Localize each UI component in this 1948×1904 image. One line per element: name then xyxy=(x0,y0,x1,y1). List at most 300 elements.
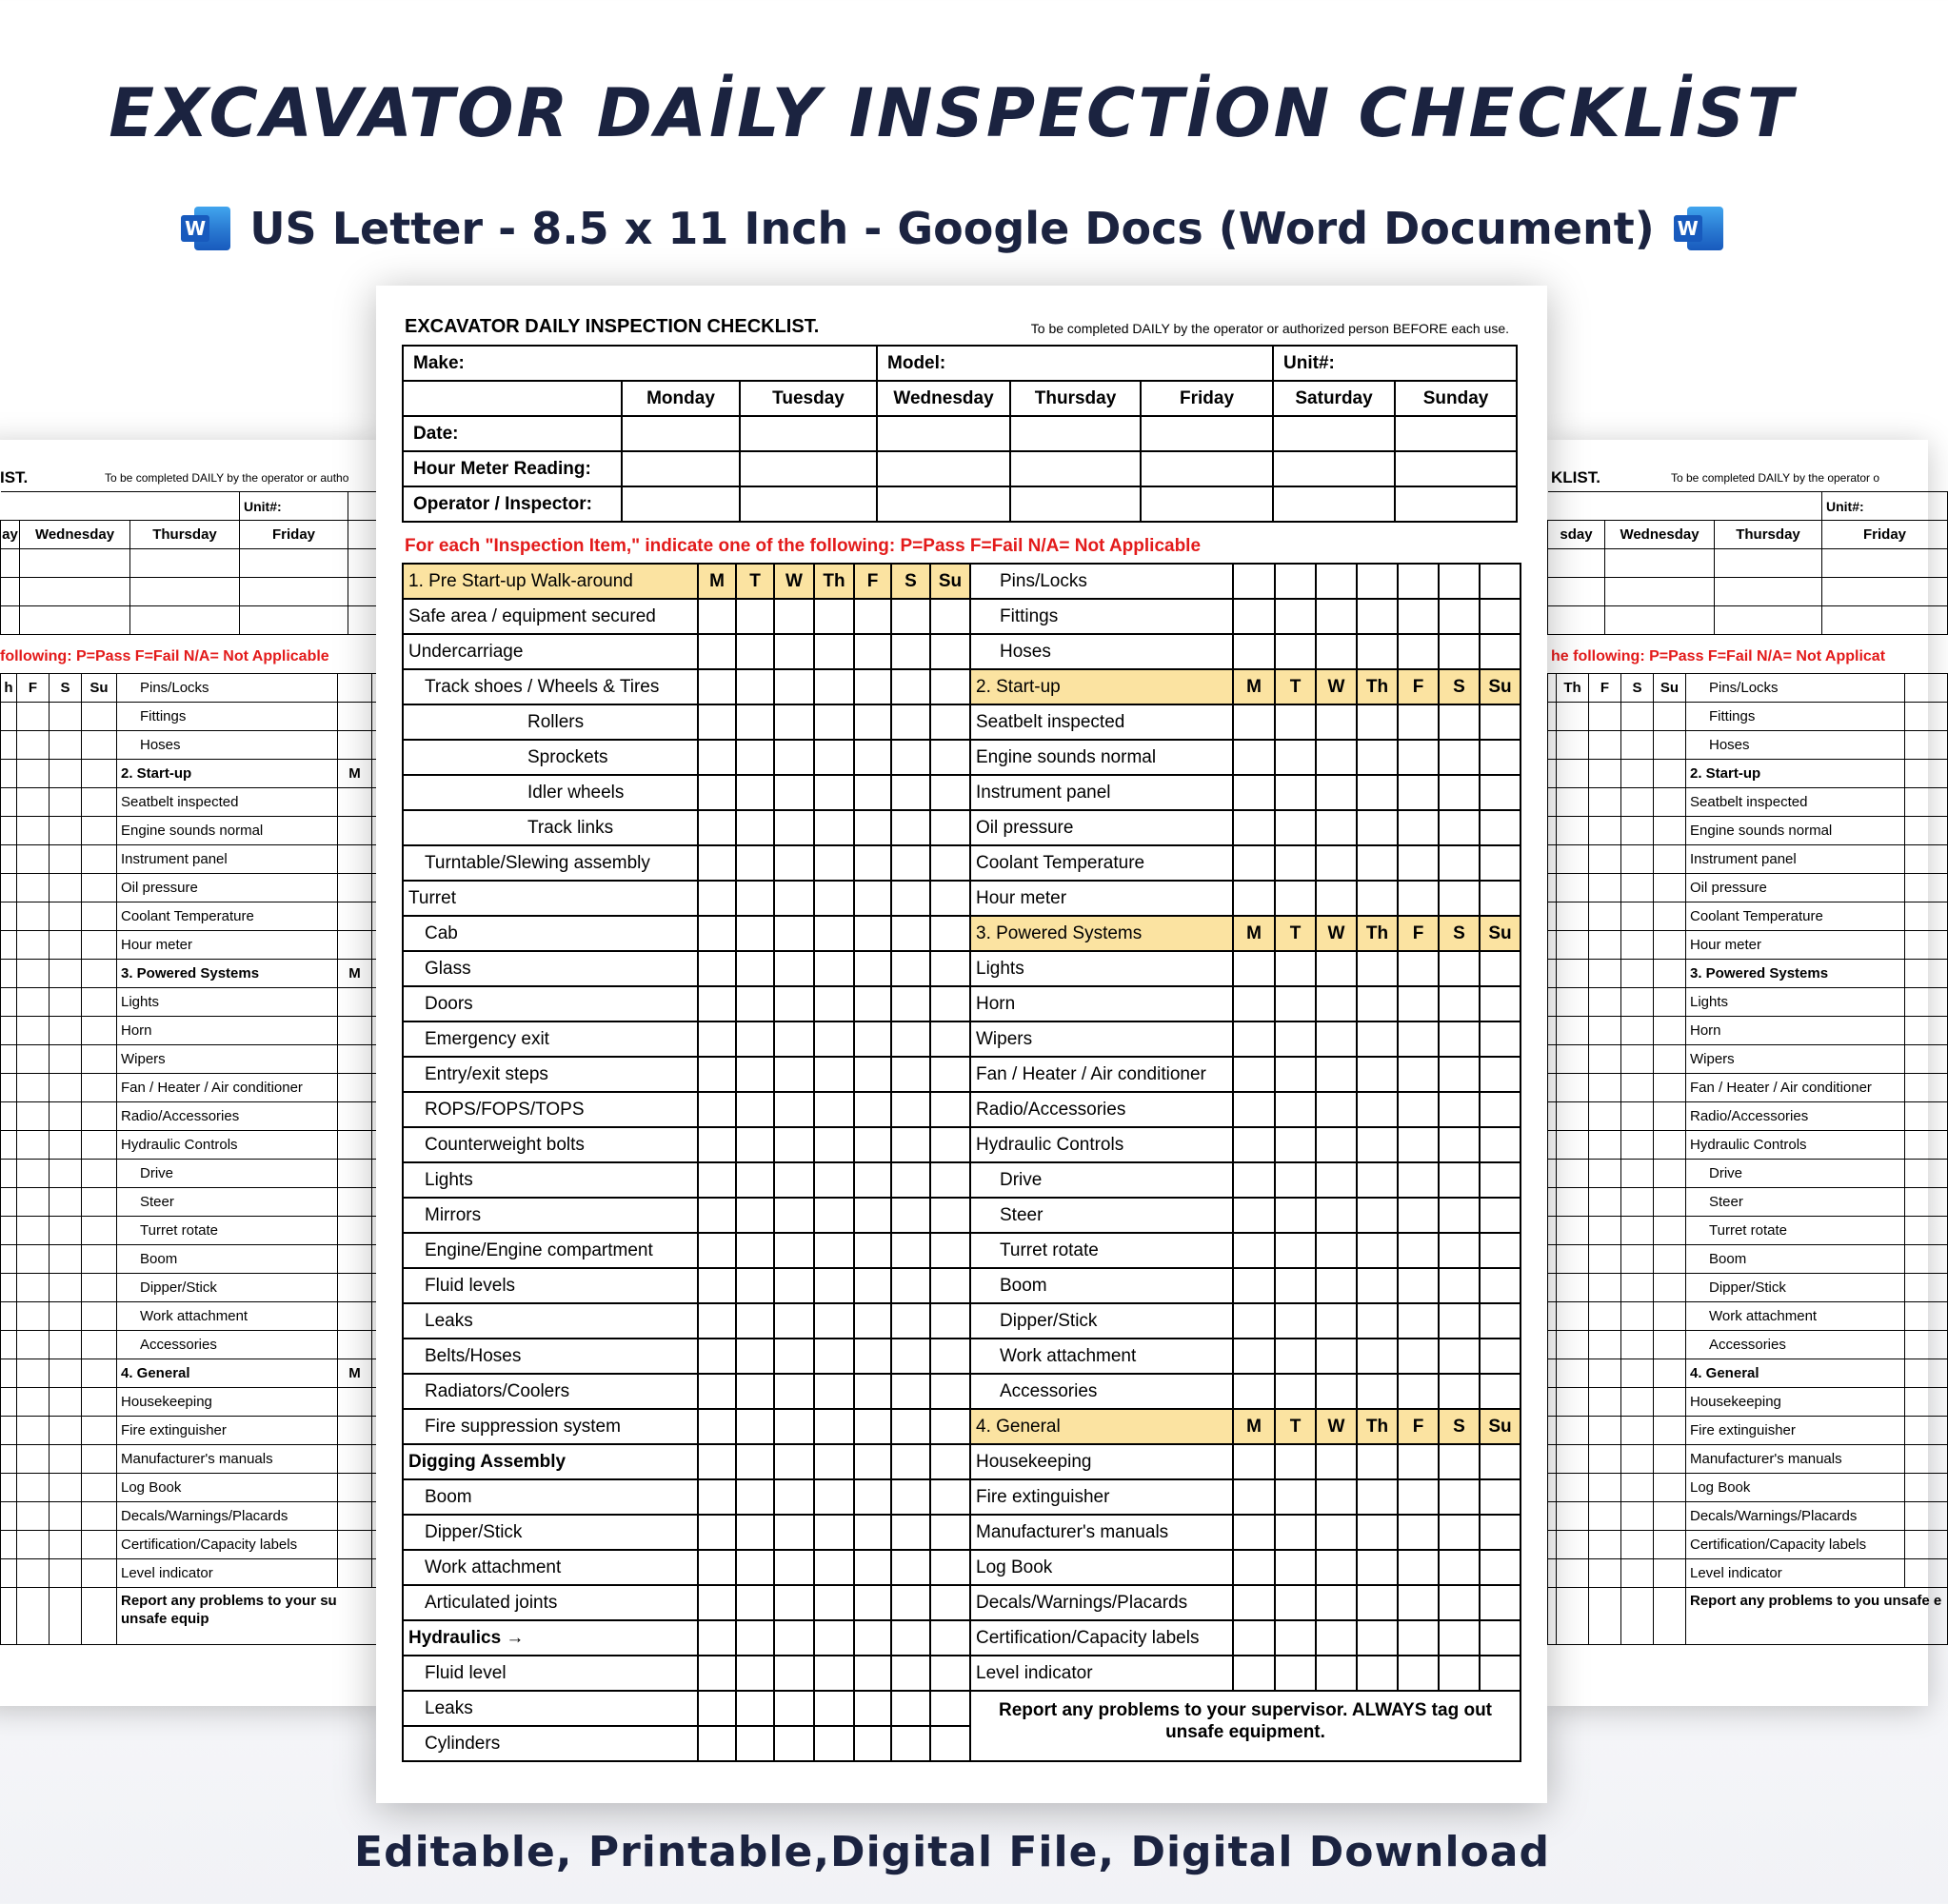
check-cell[interactable] xyxy=(1275,1374,1316,1409)
check-cell[interactable] xyxy=(1357,1268,1398,1303)
check-cell[interactable] xyxy=(891,1233,930,1268)
check-cell[interactable] xyxy=(1439,986,1480,1021)
check-cell[interactable] xyxy=(1233,1444,1275,1479)
check-cell[interactable] xyxy=(1233,1374,1275,1409)
check-cell[interactable] xyxy=(1316,599,1357,634)
check-cell[interactable] xyxy=(698,1233,736,1268)
check-cell[interactable] xyxy=(1233,1656,1275,1691)
check-cell[interactable] xyxy=(854,1057,891,1092)
check-cell[interactable] xyxy=(854,810,891,845)
check-cell[interactable] xyxy=(930,634,970,669)
check-cell[interactable] xyxy=(814,1550,854,1585)
check-cell[interactable] xyxy=(1316,986,1357,1021)
check-cell[interactable] xyxy=(1275,1021,1316,1057)
check-cell[interactable] xyxy=(1316,881,1357,916)
check-cell[interactable] xyxy=(1480,704,1521,740)
check-cell[interactable] xyxy=(891,810,930,845)
check-cell[interactable] xyxy=(1357,1303,1398,1339)
check-cell[interactable] xyxy=(1357,1515,1398,1550)
check-cell[interactable] xyxy=(891,1479,930,1515)
check-cell[interactable] xyxy=(891,986,930,1021)
check-cell[interactable] xyxy=(814,1656,854,1691)
check-cell[interactable] xyxy=(1480,1021,1521,1057)
check-cell[interactable] xyxy=(774,810,814,845)
check-cell[interactable] xyxy=(854,1409,891,1444)
check-cell[interactable] xyxy=(1316,1268,1357,1303)
check-cell[interactable] xyxy=(854,951,891,986)
check-cell[interactable] xyxy=(1357,1656,1398,1691)
check-cell[interactable] xyxy=(698,1656,736,1691)
check-cell[interactable] xyxy=(1357,986,1398,1021)
check-cell[interactable] xyxy=(1275,1268,1316,1303)
check-cell[interactable] xyxy=(891,845,930,881)
check-cell[interactable] xyxy=(736,634,774,669)
check-cell[interactable] xyxy=(854,775,891,810)
check-cell[interactable] xyxy=(814,634,854,669)
check-cell[interactable] xyxy=(891,951,930,986)
check-cell[interactable] xyxy=(1480,1479,1521,1515)
entry-cell[interactable] xyxy=(622,416,740,451)
check-cell[interactable] xyxy=(854,845,891,881)
entry-cell[interactable] xyxy=(1141,416,1273,451)
check-cell[interactable] xyxy=(891,775,930,810)
check-cell[interactable] xyxy=(1233,704,1275,740)
check-cell[interactable] xyxy=(891,881,930,916)
check-cell[interactable] xyxy=(1357,1374,1398,1409)
entry-cell[interactable] xyxy=(1141,486,1273,522)
check-cell[interactable] xyxy=(1316,1620,1357,1656)
check-cell[interactable] xyxy=(698,704,736,740)
check-cell[interactable] xyxy=(1480,599,1521,634)
check-cell[interactable] xyxy=(1316,1303,1357,1339)
check-cell[interactable] xyxy=(698,634,736,669)
check-cell[interactable] xyxy=(854,704,891,740)
check-cell[interactable] xyxy=(1398,1444,1439,1479)
check-cell[interactable] xyxy=(1398,1585,1439,1620)
check-cell[interactable] xyxy=(736,704,774,740)
check-cell[interactable] xyxy=(774,1021,814,1057)
check-cell[interactable] xyxy=(736,1233,774,1268)
check-cell[interactable] xyxy=(1357,881,1398,916)
check-cell[interactable] xyxy=(1233,1127,1275,1162)
check-cell[interactable] xyxy=(930,1656,970,1691)
check-cell[interactable] xyxy=(1398,740,1439,775)
check-cell[interactable] xyxy=(1275,1339,1316,1374)
check-cell[interactable] xyxy=(854,986,891,1021)
check-cell[interactable] xyxy=(736,740,774,775)
check-cell[interactable] xyxy=(774,1092,814,1127)
check-cell[interactable] xyxy=(1233,845,1275,881)
check-cell[interactable] xyxy=(774,1620,814,1656)
entry-cell[interactable] xyxy=(1273,486,1395,522)
check-cell[interactable] xyxy=(1398,1057,1439,1092)
check-cell[interactable] xyxy=(1398,1374,1439,1409)
check-cell[interactable] xyxy=(1233,1303,1275,1339)
check-cell[interactable] xyxy=(930,881,970,916)
check-cell[interactable] xyxy=(774,1303,814,1339)
check-cell[interactable] xyxy=(1357,634,1398,669)
check-cell[interactable] xyxy=(854,1691,891,1726)
check-cell[interactable] xyxy=(1398,634,1439,669)
check-cell[interactable] xyxy=(1275,1303,1316,1339)
check-cell[interactable] xyxy=(891,916,930,951)
check-cell[interactable] xyxy=(736,1444,774,1479)
check-cell[interactable] xyxy=(814,1092,854,1127)
check-cell[interactable] xyxy=(1398,1550,1439,1585)
check-cell[interactable] xyxy=(1480,775,1521,810)
check-cell[interactable] xyxy=(930,1374,970,1409)
check-cell[interactable] xyxy=(1398,845,1439,881)
check-cell[interactable] xyxy=(930,916,970,951)
check-cell[interactable] xyxy=(814,740,854,775)
check-cell[interactable] xyxy=(1398,986,1439,1021)
check-cell[interactable] xyxy=(854,669,891,704)
check-cell[interactable] xyxy=(854,1656,891,1691)
check-cell[interactable] xyxy=(1357,810,1398,845)
check-cell[interactable] xyxy=(1480,951,1521,986)
check-cell[interactable] xyxy=(1439,1092,1480,1127)
check-cell[interactable] xyxy=(1439,634,1480,669)
entry-cell[interactable] xyxy=(1395,416,1517,451)
check-cell[interactable] xyxy=(1398,1656,1439,1691)
unit-field[interactable] xyxy=(1273,346,1517,381)
check-cell[interactable] xyxy=(1357,1479,1398,1515)
check-cell[interactable] xyxy=(698,1092,736,1127)
check-cell[interactable] xyxy=(1357,1057,1398,1092)
check-cell[interactable] xyxy=(1439,1127,1480,1162)
check-cell[interactable] xyxy=(1357,599,1398,634)
check-cell[interactable] xyxy=(1439,1479,1480,1515)
check-cell[interactable] xyxy=(774,704,814,740)
check-cell[interactable] xyxy=(891,1198,930,1233)
check-cell[interactable] xyxy=(854,881,891,916)
check-cell[interactable] xyxy=(1357,740,1398,775)
check-cell[interactable] xyxy=(1398,1233,1439,1268)
check-cell[interactable] xyxy=(1316,1021,1357,1057)
check-cell[interactable] xyxy=(1357,1550,1398,1585)
check-cell[interactable] xyxy=(698,1339,736,1374)
check-cell[interactable] xyxy=(1439,1515,1480,1550)
check-cell[interactable] xyxy=(736,1374,774,1409)
check-cell[interactable] xyxy=(774,1726,814,1761)
check-cell[interactable] xyxy=(1275,1198,1316,1233)
check-cell[interactable] xyxy=(1480,1127,1521,1162)
check-cell[interactable] xyxy=(930,951,970,986)
check-cell[interactable] xyxy=(1316,951,1357,986)
check-cell[interactable] xyxy=(854,1303,891,1339)
check-cell[interactable] xyxy=(854,1444,891,1479)
check-cell[interactable] xyxy=(930,1585,970,1620)
check-cell[interactable] xyxy=(1439,1550,1480,1585)
check-cell[interactable] xyxy=(1439,1198,1480,1233)
entry-cell[interactable] xyxy=(1010,486,1141,522)
check-cell[interactable] xyxy=(930,986,970,1021)
check-cell[interactable] xyxy=(774,1198,814,1233)
check-cell[interactable] xyxy=(1439,810,1480,845)
check-cell[interactable] xyxy=(1316,845,1357,881)
check-cell[interactable] xyxy=(736,775,774,810)
check-cell[interactable] xyxy=(1233,1162,1275,1198)
check-cell[interactable] xyxy=(1316,1374,1357,1409)
check-cell[interactable] xyxy=(1480,1550,1521,1585)
check-cell[interactable] xyxy=(736,1726,774,1761)
check-cell[interactable] xyxy=(1480,986,1521,1021)
check-cell[interactable] xyxy=(1398,775,1439,810)
check-cell[interactable] xyxy=(1233,1479,1275,1515)
check-cell[interactable] xyxy=(1480,1339,1521,1374)
check-cell[interactable] xyxy=(1357,1585,1398,1620)
check-cell[interactable] xyxy=(774,1479,814,1515)
check-cell[interactable] xyxy=(1275,1620,1316,1656)
check-cell[interactable] xyxy=(736,1268,774,1303)
check-cell[interactable] xyxy=(891,599,930,634)
check-cell[interactable] xyxy=(1480,740,1521,775)
check-cell[interactable] xyxy=(1233,1550,1275,1585)
check-cell[interactable] xyxy=(891,740,930,775)
check-cell[interactable] xyxy=(1316,564,1357,599)
check-cell[interactable] xyxy=(930,1303,970,1339)
check-cell[interactable] xyxy=(814,1585,854,1620)
check-cell[interactable] xyxy=(774,1444,814,1479)
check-cell[interactable] xyxy=(698,1021,736,1057)
check-cell[interactable] xyxy=(1439,599,1480,634)
check-cell[interactable] xyxy=(1439,775,1480,810)
check-cell[interactable] xyxy=(930,775,970,810)
check-cell[interactable] xyxy=(1233,1021,1275,1057)
check-cell[interactable] xyxy=(891,669,930,704)
check-cell[interactable] xyxy=(774,1585,814,1620)
check-cell[interactable] xyxy=(854,1268,891,1303)
check-cell[interactable] xyxy=(930,1339,970,1374)
check-cell[interactable] xyxy=(698,1303,736,1339)
check-cell[interactable] xyxy=(1316,1550,1357,1585)
check-cell[interactable] xyxy=(736,1550,774,1585)
check-cell[interactable] xyxy=(891,1656,930,1691)
check-cell[interactable] xyxy=(1439,704,1480,740)
check-cell[interactable] xyxy=(1357,1339,1398,1374)
check-cell[interactable] xyxy=(774,634,814,669)
check-cell[interactable] xyxy=(1398,599,1439,634)
check-cell[interactable] xyxy=(930,1057,970,1092)
check-cell[interactable] xyxy=(854,1233,891,1268)
check-cell[interactable] xyxy=(1275,1233,1316,1268)
check-cell[interactable] xyxy=(774,599,814,634)
check-cell[interactable] xyxy=(1357,951,1398,986)
entry-cell[interactable] xyxy=(877,486,1010,522)
check-cell[interactable] xyxy=(1439,1233,1480,1268)
check-cell[interactable] xyxy=(854,1162,891,1198)
check-cell[interactable] xyxy=(1275,1162,1316,1198)
check-cell[interactable] xyxy=(698,1726,736,1761)
check-cell[interactable] xyxy=(698,1515,736,1550)
check-cell[interactable] xyxy=(891,1021,930,1057)
check-cell[interactable] xyxy=(736,1127,774,1162)
check-cell[interactable] xyxy=(774,1515,814,1550)
check-cell[interactable] xyxy=(774,1374,814,1409)
check-cell[interactable] xyxy=(1480,634,1521,669)
check-cell[interactable] xyxy=(1275,740,1316,775)
check-cell[interactable] xyxy=(1275,1479,1316,1515)
check-cell[interactable] xyxy=(930,704,970,740)
check-cell[interactable] xyxy=(774,1691,814,1726)
check-cell[interactable] xyxy=(1480,1585,1521,1620)
check-cell[interactable] xyxy=(854,1515,891,1550)
check-cell[interactable] xyxy=(814,1726,854,1761)
check-cell[interactable] xyxy=(854,1127,891,1162)
check-cell[interactable] xyxy=(1275,1057,1316,1092)
check-cell[interactable] xyxy=(814,1409,854,1444)
check-cell[interactable] xyxy=(1439,1162,1480,1198)
check-cell[interactable] xyxy=(1316,740,1357,775)
check-cell[interactable] xyxy=(891,1268,930,1303)
check-cell[interactable] xyxy=(774,1339,814,1374)
check-cell[interactable] xyxy=(1316,1479,1357,1515)
check-cell[interactable] xyxy=(774,669,814,704)
check-cell[interactable] xyxy=(1316,810,1357,845)
check-cell[interactable] xyxy=(774,740,814,775)
check-cell[interactable] xyxy=(1233,634,1275,669)
check-cell[interactable] xyxy=(1233,775,1275,810)
check-cell[interactable] xyxy=(1357,1021,1398,1057)
entry-cell[interactable] xyxy=(1010,451,1141,486)
check-cell[interactable] xyxy=(1275,1656,1316,1691)
check-cell[interactable] xyxy=(1233,810,1275,845)
check-cell[interactable] xyxy=(1398,1620,1439,1656)
check-cell[interactable] xyxy=(930,1268,970,1303)
check-cell[interactable] xyxy=(930,810,970,845)
check-cell[interactable] xyxy=(891,1409,930,1444)
check-cell[interactable] xyxy=(774,986,814,1021)
check-cell[interactable] xyxy=(1439,1620,1480,1656)
check-cell[interactable] xyxy=(930,1127,970,1162)
check-cell[interactable] xyxy=(774,1409,814,1444)
check-cell[interactable] xyxy=(736,1021,774,1057)
check-cell[interactable] xyxy=(1233,986,1275,1021)
check-cell[interactable] xyxy=(736,1057,774,1092)
check-cell[interactable] xyxy=(1439,1268,1480,1303)
check-cell[interactable] xyxy=(1480,1656,1521,1691)
entry-cell[interactable] xyxy=(877,416,1010,451)
check-cell[interactable] xyxy=(774,916,814,951)
check-cell[interactable] xyxy=(1233,1233,1275,1268)
entry-cell[interactable] xyxy=(1395,486,1517,522)
check-cell[interactable] xyxy=(1480,1444,1521,1479)
check-cell[interactable] xyxy=(1233,1339,1275,1374)
check-cell[interactable] xyxy=(736,599,774,634)
check-cell[interactable] xyxy=(698,1127,736,1162)
check-cell[interactable] xyxy=(1480,1092,1521,1127)
check-cell[interactable] xyxy=(1357,1444,1398,1479)
check-cell[interactable] xyxy=(854,1479,891,1515)
check-cell[interactable] xyxy=(774,1233,814,1268)
check-cell[interactable] xyxy=(698,881,736,916)
check-cell[interactable] xyxy=(736,1620,774,1656)
check-cell[interactable] xyxy=(736,916,774,951)
check-cell[interactable] xyxy=(814,1515,854,1550)
check-cell[interactable] xyxy=(698,1057,736,1092)
check-cell[interactable] xyxy=(698,916,736,951)
check-cell[interactable] xyxy=(736,986,774,1021)
check-cell[interactable] xyxy=(736,669,774,704)
entry-cell[interactable] xyxy=(622,451,740,486)
check-cell[interactable] xyxy=(1233,564,1275,599)
check-cell[interactable] xyxy=(774,881,814,916)
check-cell[interactable] xyxy=(774,775,814,810)
check-cell[interactable] xyxy=(814,1444,854,1479)
check-cell[interactable] xyxy=(891,1585,930,1620)
check-cell[interactable] xyxy=(814,1339,854,1374)
check-cell[interactable] xyxy=(1398,881,1439,916)
check-cell[interactable] xyxy=(1357,1127,1398,1162)
check-cell[interactable] xyxy=(930,1198,970,1233)
check-cell[interactable] xyxy=(1398,1127,1439,1162)
check-cell[interactable] xyxy=(854,1021,891,1057)
check-cell[interactable] xyxy=(1357,1233,1398,1268)
check-cell[interactable] xyxy=(814,599,854,634)
check-cell[interactable] xyxy=(930,845,970,881)
check-cell[interactable] xyxy=(1480,1374,1521,1409)
check-cell[interactable] xyxy=(1357,564,1398,599)
check-cell[interactable] xyxy=(698,775,736,810)
check-cell[interactable] xyxy=(698,1409,736,1444)
check-cell[interactable] xyxy=(1275,1585,1316,1620)
check-cell[interactable] xyxy=(774,1057,814,1092)
check-cell[interactable] xyxy=(1275,986,1316,1021)
check-cell[interactable] xyxy=(1316,1585,1357,1620)
check-cell[interactable] xyxy=(1480,845,1521,881)
check-cell[interactable] xyxy=(814,775,854,810)
check-cell[interactable] xyxy=(698,1198,736,1233)
check-cell[interactable] xyxy=(1233,1092,1275,1127)
check-cell[interactable] xyxy=(930,1479,970,1515)
check-cell[interactable] xyxy=(891,1691,930,1726)
check-cell[interactable] xyxy=(736,845,774,881)
check-cell[interactable] xyxy=(1233,1515,1275,1550)
check-cell[interactable] xyxy=(930,1550,970,1585)
check-cell[interactable] xyxy=(1439,1374,1480,1409)
check-cell[interactable] xyxy=(1275,951,1316,986)
check-cell[interactable] xyxy=(930,1021,970,1057)
check-cell[interactable] xyxy=(698,1585,736,1620)
check-cell[interactable] xyxy=(698,1374,736,1409)
entry-cell[interactable] xyxy=(622,486,740,522)
check-cell[interactable] xyxy=(736,1092,774,1127)
check-cell[interactable] xyxy=(774,951,814,986)
check-cell[interactable] xyxy=(1275,634,1316,669)
check-cell[interactable] xyxy=(698,1550,736,1585)
check-cell[interactable] xyxy=(814,810,854,845)
check-cell[interactable] xyxy=(814,1691,854,1726)
check-cell[interactable] xyxy=(1480,1515,1521,1550)
check-cell[interactable] xyxy=(814,704,854,740)
check-cell[interactable] xyxy=(1316,1339,1357,1374)
check-cell[interactable] xyxy=(814,1620,854,1656)
entry-cell[interactable] xyxy=(877,451,1010,486)
check-cell[interactable] xyxy=(1316,634,1357,669)
check-cell[interactable] xyxy=(1398,564,1439,599)
model-field[interactable] xyxy=(877,346,1273,381)
check-cell[interactable] xyxy=(891,1550,930,1585)
check-cell[interactable] xyxy=(814,1268,854,1303)
check-cell[interactable] xyxy=(814,1233,854,1268)
check-cell[interactable] xyxy=(1233,599,1275,634)
check-cell[interactable] xyxy=(854,1198,891,1233)
check-cell[interactable] xyxy=(1439,1585,1480,1620)
check-cell[interactable] xyxy=(698,1162,736,1198)
check-cell[interactable] xyxy=(930,1409,970,1444)
check-cell[interactable] xyxy=(1398,1479,1439,1515)
check-cell[interactable] xyxy=(1275,1515,1316,1550)
